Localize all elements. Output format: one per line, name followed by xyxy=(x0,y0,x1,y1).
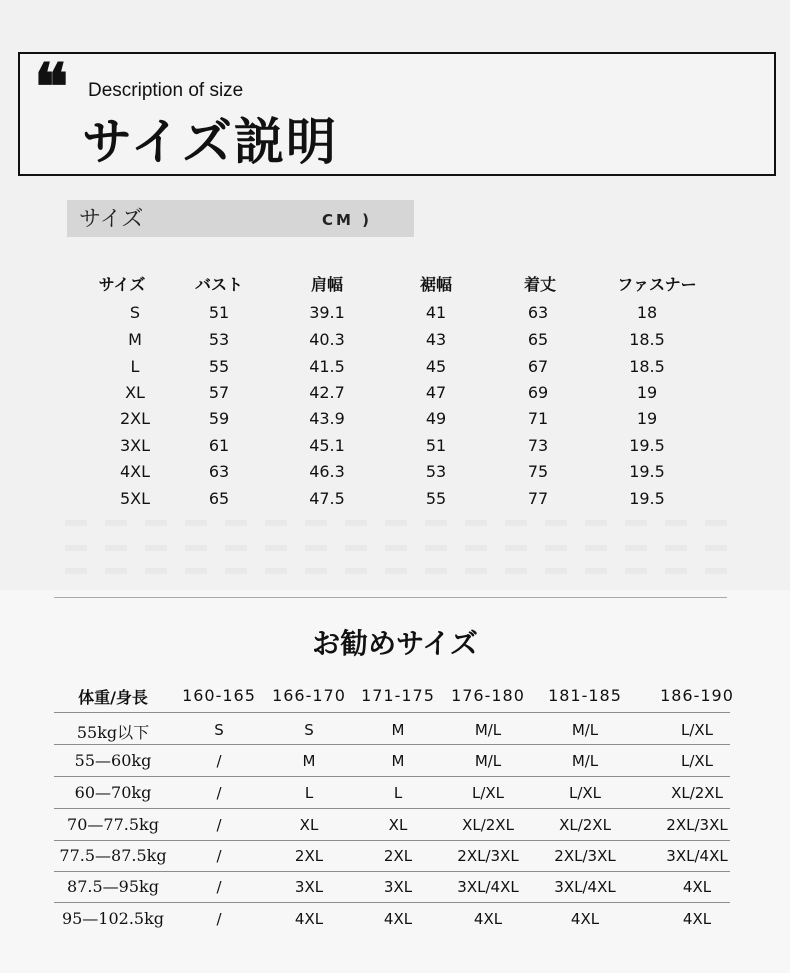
header-cell: ファスナー xyxy=(617,275,697,294)
row-divider xyxy=(54,776,730,777)
table-cell: 2XL/3XL xyxy=(457,847,519,865)
table-cell: 59 xyxy=(208,409,230,428)
table-cell: L/XL xyxy=(471,784,505,802)
quote-mark-icon: ❝ xyxy=(34,50,69,125)
table-cell: XL xyxy=(125,383,145,402)
row-divider xyxy=(54,744,730,745)
table-cell: 55 xyxy=(208,357,230,376)
table-cell: 61 xyxy=(208,436,230,455)
table-cell: 70—77.5kg xyxy=(67,815,159,834)
table-cell: M/L xyxy=(571,752,599,770)
table-cell: 3XL xyxy=(383,878,413,896)
table-cell: / xyxy=(216,847,222,865)
header-cell: 160-165 xyxy=(182,686,256,705)
table-cell: 2XL/3XL xyxy=(554,847,616,865)
table-row xyxy=(0,303,790,329)
header-cell: 着丈 xyxy=(523,275,556,294)
table-cell: L/XL xyxy=(568,784,602,802)
table-cell: XL/2XL xyxy=(559,816,611,834)
table-cell: 77 xyxy=(527,489,549,508)
recommend-title: お勧めサイズ xyxy=(312,627,478,660)
table-cell: L/XL xyxy=(680,752,714,770)
table-cell: XL/2XL xyxy=(462,816,514,834)
table-cell: 19 xyxy=(636,383,658,402)
table-cell: 18 xyxy=(636,303,658,322)
table-cell: 47 xyxy=(425,383,447,402)
unit-bar-unit: CM ) xyxy=(322,211,373,229)
table-cell: 49 xyxy=(425,409,447,428)
table-cell: 19 xyxy=(636,409,658,428)
table-row xyxy=(0,330,790,356)
table-cell: 53 xyxy=(208,330,230,349)
header-cell: 裾幅 xyxy=(419,275,452,294)
row-divider xyxy=(54,902,730,903)
table-row xyxy=(0,409,790,435)
table-cell: 3XL xyxy=(119,436,151,455)
table-cell: 42.7 xyxy=(309,383,345,402)
table-cell: 3XL/4XL xyxy=(666,847,728,865)
table-cell: 45 xyxy=(425,357,447,376)
table-row xyxy=(0,746,790,777)
table-cell: S xyxy=(304,721,314,739)
subtitle: Description of size xyxy=(88,80,244,101)
table-cell: / xyxy=(216,752,222,770)
table-cell: 5XL xyxy=(119,489,151,508)
table-cell: 18.5 xyxy=(629,357,665,376)
header-cell: 肩幅 xyxy=(310,275,343,294)
table-cell: 55 xyxy=(425,489,447,508)
faded-text-line xyxy=(65,520,745,526)
table-cell: M/L xyxy=(571,721,599,739)
table-cell: 63 xyxy=(527,303,549,322)
table-cell: 4XL xyxy=(294,910,324,928)
table-cell: 39.1 xyxy=(309,303,345,322)
recommend-table-header xyxy=(0,680,790,711)
table-cell: 19.5 xyxy=(629,462,665,481)
table-row xyxy=(0,489,790,515)
header-cell: 166-170 xyxy=(272,686,346,705)
table-cell: 77.5—87.5kg xyxy=(59,846,167,865)
table-cell: 43.9 xyxy=(309,409,345,428)
table-cell: M xyxy=(391,752,405,770)
table-cell: 95—102.5kg xyxy=(61,909,165,928)
table-cell: 2XL xyxy=(119,409,151,428)
table-cell: 2XL/3XL xyxy=(666,816,728,834)
table-cell: 4XL xyxy=(682,878,712,896)
table-row xyxy=(0,778,790,809)
table-cell: 51 xyxy=(208,303,230,322)
table-cell: 55—60kg xyxy=(74,751,152,770)
table-cell: 87.5—95kg xyxy=(67,877,159,896)
table-cell: L xyxy=(393,784,403,802)
table-cell: / xyxy=(216,784,222,802)
table-cell: 3XL xyxy=(294,878,324,896)
row-divider xyxy=(54,712,730,713)
table-cell: 67 xyxy=(527,357,549,376)
table-cell: 4XL xyxy=(383,910,413,928)
table-row xyxy=(0,872,790,903)
table-cell: 55kg以下 xyxy=(76,723,150,742)
faded-text-line xyxy=(65,568,745,574)
table-row xyxy=(0,357,790,383)
header-cell: 176-180 xyxy=(451,686,525,705)
table-cell: / xyxy=(216,878,222,896)
table-cell: 41.5 xyxy=(309,357,345,376)
table-row xyxy=(0,841,790,872)
table-row xyxy=(0,462,790,488)
table-cell: 63 xyxy=(208,462,230,481)
header-cell: 171-175 xyxy=(361,686,435,705)
table-row xyxy=(0,904,790,935)
table-cell: 3XL/4XL xyxy=(457,878,519,896)
page-title: サイズ説明 xyxy=(82,112,338,171)
table-cell: M xyxy=(391,721,405,739)
table-cell: XL/2XL xyxy=(671,784,723,802)
table-row xyxy=(0,810,790,841)
table-cell: 4XL xyxy=(473,910,503,928)
table-cell: 51 xyxy=(425,436,447,455)
table-row xyxy=(0,383,790,409)
table-cell: XL xyxy=(388,816,408,834)
table-cell: 46.3 xyxy=(309,462,345,481)
header-cell: 186-190 xyxy=(660,686,734,705)
table-cell: 45.1 xyxy=(309,436,345,455)
section-divider xyxy=(54,597,727,598)
table-cell: 57 xyxy=(208,383,230,402)
table-cell: M xyxy=(302,752,316,770)
table-cell: 4XL xyxy=(570,910,600,928)
row-divider xyxy=(54,808,730,809)
table-cell: 18.5 xyxy=(629,330,665,349)
table-cell: 43 xyxy=(425,330,447,349)
table-cell: 69 xyxy=(527,383,549,402)
table-cell: 2XL xyxy=(294,847,324,865)
table-cell: S xyxy=(129,303,141,322)
table-cell: 2XL xyxy=(383,847,413,865)
table-cell: 4XL xyxy=(119,462,151,481)
unit-bar-label: サイズ xyxy=(79,207,144,232)
table-cell: 3XL/4XL xyxy=(554,878,616,896)
table-cell: 53 xyxy=(425,462,447,481)
table-cell: 19.5 xyxy=(629,436,665,455)
header-cell: 体重/身長 xyxy=(78,688,148,707)
title-box xyxy=(18,52,776,176)
header-cell: サイズ xyxy=(98,275,146,294)
table-cell: L xyxy=(304,784,314,802)
table-cell: 4XL xyxy=(682,910,712,928)
table-cell: 65 xyxy=(208,489,230,508)
table-cell: L/XL xyxy=(680,721,714,739)
table-cell: / xyxy=(216,910,222,928)
table-row xyxy=(0,436,790,462)
table-cell: 19.5 xyxy=(629,489,665,508)
table-cell: / xyxy=(216,816,222,834)
table-cell: 73 xyxy=(527,436,549,455)
size-table-header xyxy=(0,272,790,298)
table-cell: 75 xyxy=(527,462,549,481)
table-cell: 47.5 xyxy=(309,489,345,508)
table-cell: S xyxy=(214,721,224,739)
table-cell: L xyxy=(130,357,140,376)
table-cell: XL xyxy=(299,816,319,834)
header-cell: バスト xyxy=(194,275,243,294)
table-cell: 40.3 xyxy=(309,330,345,349)
faded-text-line xyxy=(65,545,745,551)
table-cell: M/L xyxy=(474,721,502,739)
table-row xyxy=(0,715,790,746)
table-cell: 41 xyxy=(425,303,447,322)
table-cell: M/L xyxy=(474,752,502,770)
unit-bar xyxy=(67,200,414,237)
table-cell: 60—70kg xyxy=(74,783,152,802)
header-cell: 181-185 xyxy=(548,686,622,705)
table-cell: 65 xyxy=(527,330,549,349)
table-cell: M xyxy=(128,330,142,349)
table-cell: 71 xyxy=(527,409,549,428)
